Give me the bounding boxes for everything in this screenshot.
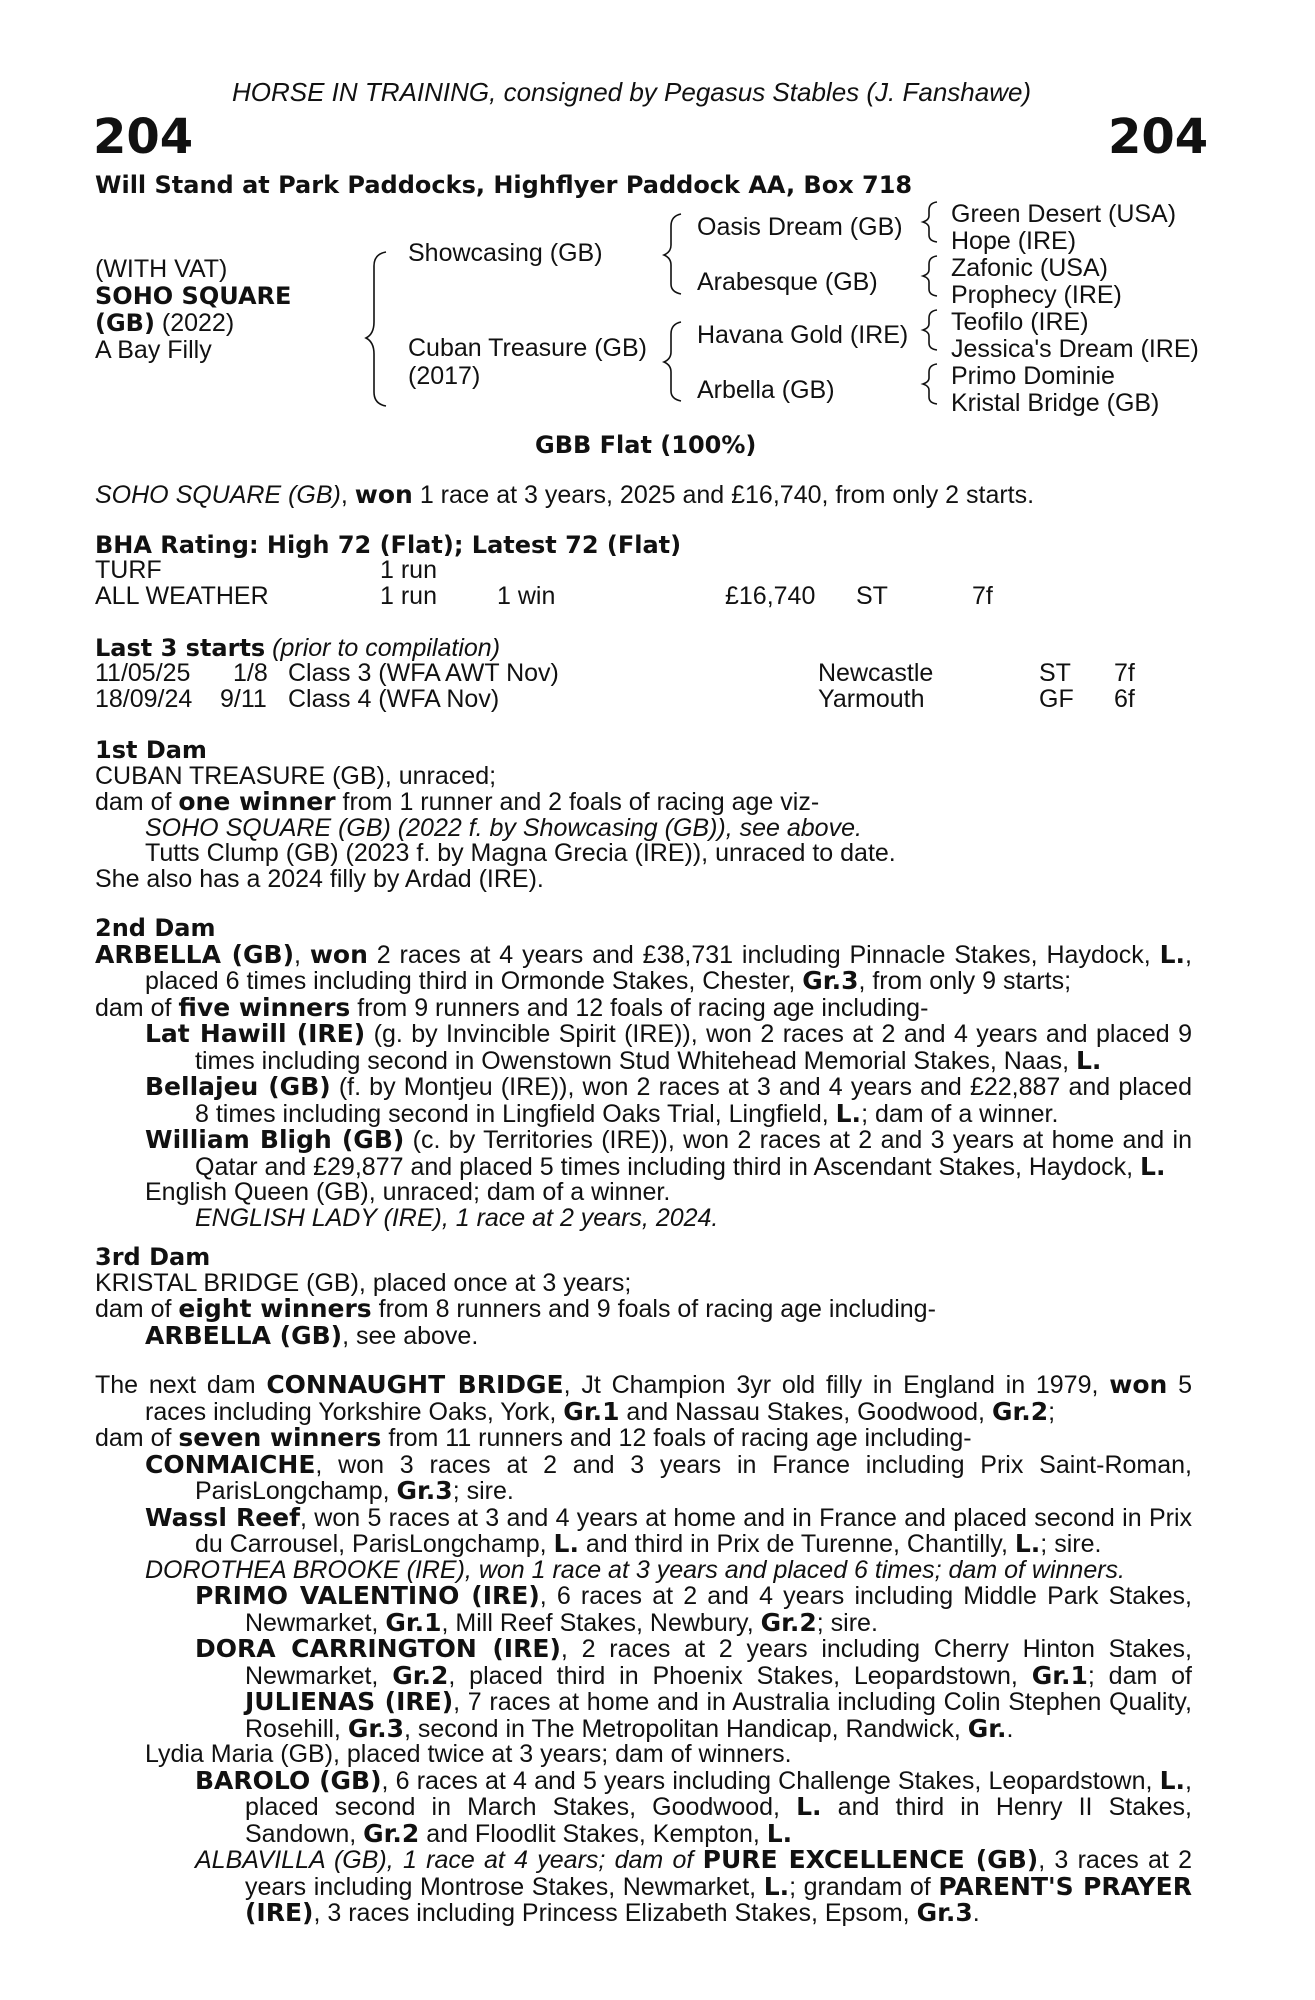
sire: Showcasing (GB) bbox=[408, 239, 603, 267]
ggs-1: Green Desert (USA) bbox=[951, 200, 1177, 228]
ggd-1: Hope (IRE) bbox=[951, 227, 1077, 255]
start-dist-1: 7f bbox=[1114, 659, 1135, 687]
start-date-2: 18/09/24 bbox=[95, 685, 193, 713]
second-dam-heading: 2nd Dam bbox=[95, 914, 216, 942]
ggd-3: Jessica's Dream (IRE) bbox=[951, 335, 1199, 363]
stable-location: Will Stand at Park Paddocks, Highflyer Paddock AA, Box 718 bbox=[95, 171, 913, 199]
lot-number-left: 204 bbox=[93, 109, 194, 165]
start-race-1: Class 3 (WFA AWT Nov) bbox=[288, 659, 559, 687]
rating-going-2: ST bbox=[856, 582, 888, 610]
start-course-2: Yarmouth bbox=[818, 685, 925, 713]
brace-ds bbox=[923, 310, 937, 350]
rating-runs-2: 1 run bbox=[380, 582, 437, 610]
rating-dist-2: 7f bbox=[972, 582, 993, 610]
ggd-4: Kristal Bridge (GB) bbox=[951, 389, 1160, 417]
rating-surface-1: TURF bbox=[95, 556, 162, 584]
ggd-2: Prophecy (IRE) bbox=[951, 281, 1122, 309]
brace-ss bbox=[923, 202, 937, 242]
last3-heading: Last 3 starts (prior to compilation) bbox=[95, 634, 501, 662]
third-dam-section: 3rd Dam KRISTAL BRIDGE (GB), placed once at 3 years; dam of eight winners from 8 runners and 9 foals of racing age including- ARBELLA (GB), see above. bbox=[95, 1245, 1192, 1349]
gbb-rating: GBB Flat (100%) bbox=[535, 431, 757, 459]
brace-main bbox=[366, 252, 386, 406]
dam-sire: Havana Gold (IRE) bbox=[697, 321, 909, 349]
horse-description: A Bay Filly bbox=[95, 336, 212, 364]
brace-sire bbox=[664, 214, 681, 294]
rating-surface-2: ALL WEATHER bbox=[95, 582, 269, 610]
vat-note: (WITH VAT) bbox=[95, 255, 228, 283]
race-summary: SOHO SQUARE (GB), won 1 race at 3 years, 2025 and £16,740, from only 2 starts. bbox=[95, 480, 1035, 509]
start-pos-2: 9/11 bbox=[220, 685, 267, 713]
rating-prize-2: £16,740 bbox=[725, 582, 816, 610]
horse-name: SOHO SQUARE bbox=[95, 282, 292, 310]
first-dam-heading: 1st Dam bbox=[95, 736, 207, 764]
ggs-2: Zafonic (USA) bbox=[951, 254, 1108, 282]
start-pos-1: 1/8 bbox=[233, 659, 268, 687]
start-going-1: ST bbox=[1039, 659, 1071, 687]
ggs-3: Teofilo (IRE) bbox=[951, 308, 1089, 336]
second-dam-section: 2nd Dam ARBELLA (GB), won 2 races at 4 years and £38,731 including Pinnacle Stakes, Haydock, L., placed 6 times including third in Ormonde Stakes, Chester, Gr.3, from only 9 starts; dam of five winners from 9 runners and 12 foals of racing age including- Lat Hawill (IRE) (g. by Invincible Spirit (IRE)), won 2 races at 2 and 4 years and placed 9 times including second in Owenstown Stud Whitehead Memorial Stakes, Naas, L. Bellajeu (GB) (f. by Montjeu (IRE)), won 2 races at 3 and 4 years and £22,887 and placed 8 times including second in Lingfield Oaks Trial, Lingfield, L.; dam of a winner. William Bligh (GB) (c. by Territories (IRE)), won 2 races at 2 and 3 years at home and in Qatar and £29,877 and placed 5 times including third in Ascendant Stakes, Haydock, L. English Queen (GB), unraced; dam of a winner. ENGLISH LADY (IRE), 1 race at 2 years, 2024. bbox=[95, 914, 1192, 1232]
next-dam-section: The next dam CONNAUGHT BRIDGE, Jt Champion 3yr old filly in England in 1979, won 5 races including Yorkshire Oaks, York, Gr.1 and Nassau Stakes, Goodwood, Gr.2; dam of seven winners from 11 runners and 12 foals of racing age including- CONMAICHE, won 3 races at 2 and 3 years in France including Prix Saint-Roman, ParisLongchamp, Gr.3; sire. Wassl Reef, won 5 races at 3 and 4 years at home and in France and placed second in Prix du Carrousel, ParisLongchamp, L. and third in Prix de Turenne, Chantilly, L.; sire. DOROTHEA BROOKE (IRE), won 1 race at 3 years and placed 6 times; dam of winners. PRIMO VALENTINO (IRE), 6 races at 2 and 4 years including Middle Park Stakes, Newmarket, Gr.1, Mill Reef Stakes, Newbury, Gr.2; sire. DORA CARRINGTON (IRE), 2 races at 2 years including Cherry Hinton Stakes, Newmarket, Gr.2, placed third in Phoenix Stakes, Leopardstown, Gr.1; dam of JULIENAS (IRE), 7 races at home and in Australia including Colin Stephen Quality, Rosehill, Gr.3, second in The Metropolitan Handicap, Randwick, Gr.. Lydia Maria (GB), placed twice at 3 years; dam of winners. BAROLO (GB), 6 races at 4 and 5 years including Challenge Stakes, Leopardstown, L., placed second in March Stakes, Goodwood, L. and third in Henry II Stakes, Sandown, Gr.2 and Floodlit Stakes, Kempton, L. ALBAVILLA (GB), 1 race at 4 years; dam of PURE EXCELLENCE (GB), 3 races at 2 years including Montrose Stakes, Newmarket, L.; grandam of PARENT'S PRAYER (IRE), 3 races including Princess Elizabeth Stakes, Epsom, Gr.3. bbox=[95, 1370, 1192, 1927]
start-date-1: 11/05/25 bbox=[95, 659, 191, 687]
bha-rating-heading: BHA Rating: High 72 (Flat); Latest 72 (Flat) bbox=[95, 531, 682, 559]
brace-dam bbox=[664, 322, 681, 401]
third-dam-heading: 3rd Dam bbox=[95, 1243, 211, 1271]
brace-sd bbox=[923, 256, 937, 296]
start-going-2: GF bbox=[1039, 685, 1074, 713]
sire-dam: Arabesque (GB) bbox=[697, 268, 878, 296]
rating-wins-2: 1 win bbox=[497, 582, 556, 610]
first-dam-section: 1st Dam CUBAN TREASURE (GB), unraced; dam of one winner from 1 runner and 2 foals of racing age viz- SOHO SQUARE (GB) (2022 f. by Showcasing (GB)), see above. Tutts Clump (GB) (2023 f. by Magna Grecia (IRE)), unraced to date. She also has a 2024 filly by Ardad (IRE). bbox=[95, 738, 1192, 892]
horse-country-year: (GB) (2022) bbox=[95, 309, 235, 337]
start-course-1: Newcastle bbox=[818, 659, 934, 687]
sire-sire: Oasis Dream (GB) bbox=[697, 213, 903, 241]
catalogue-header: HORSE IN TRAINING, consigned by Pegasus Stables (J. Fanshawe) bbox=[232, 77, 1032, 107]
dam-year: (2017) bbox=[408, 362, 481, 390]
dam-dam: Arbella (GB) bbox=[697, 376, 835, 404]
ggs-4: Primo Dominie bbox=[951, 362, 1115, 390]
brace-dd bbox=[923, 364, 937, 404]
start-dist-2: 6f bbox=[1114, 685, 1135, 713]
start-race-2: Class 4 (WFA Nov) bbox=[288, 685, 500, 713]
dam: Cuban Treasure (GB) bbox=[408, 334, 647, 362]
lot-number-right: 204 bbox=[1108, 109, 1209, 165]
rating-runs-1: 1 run bbox=[380, 556, 437, 584]
